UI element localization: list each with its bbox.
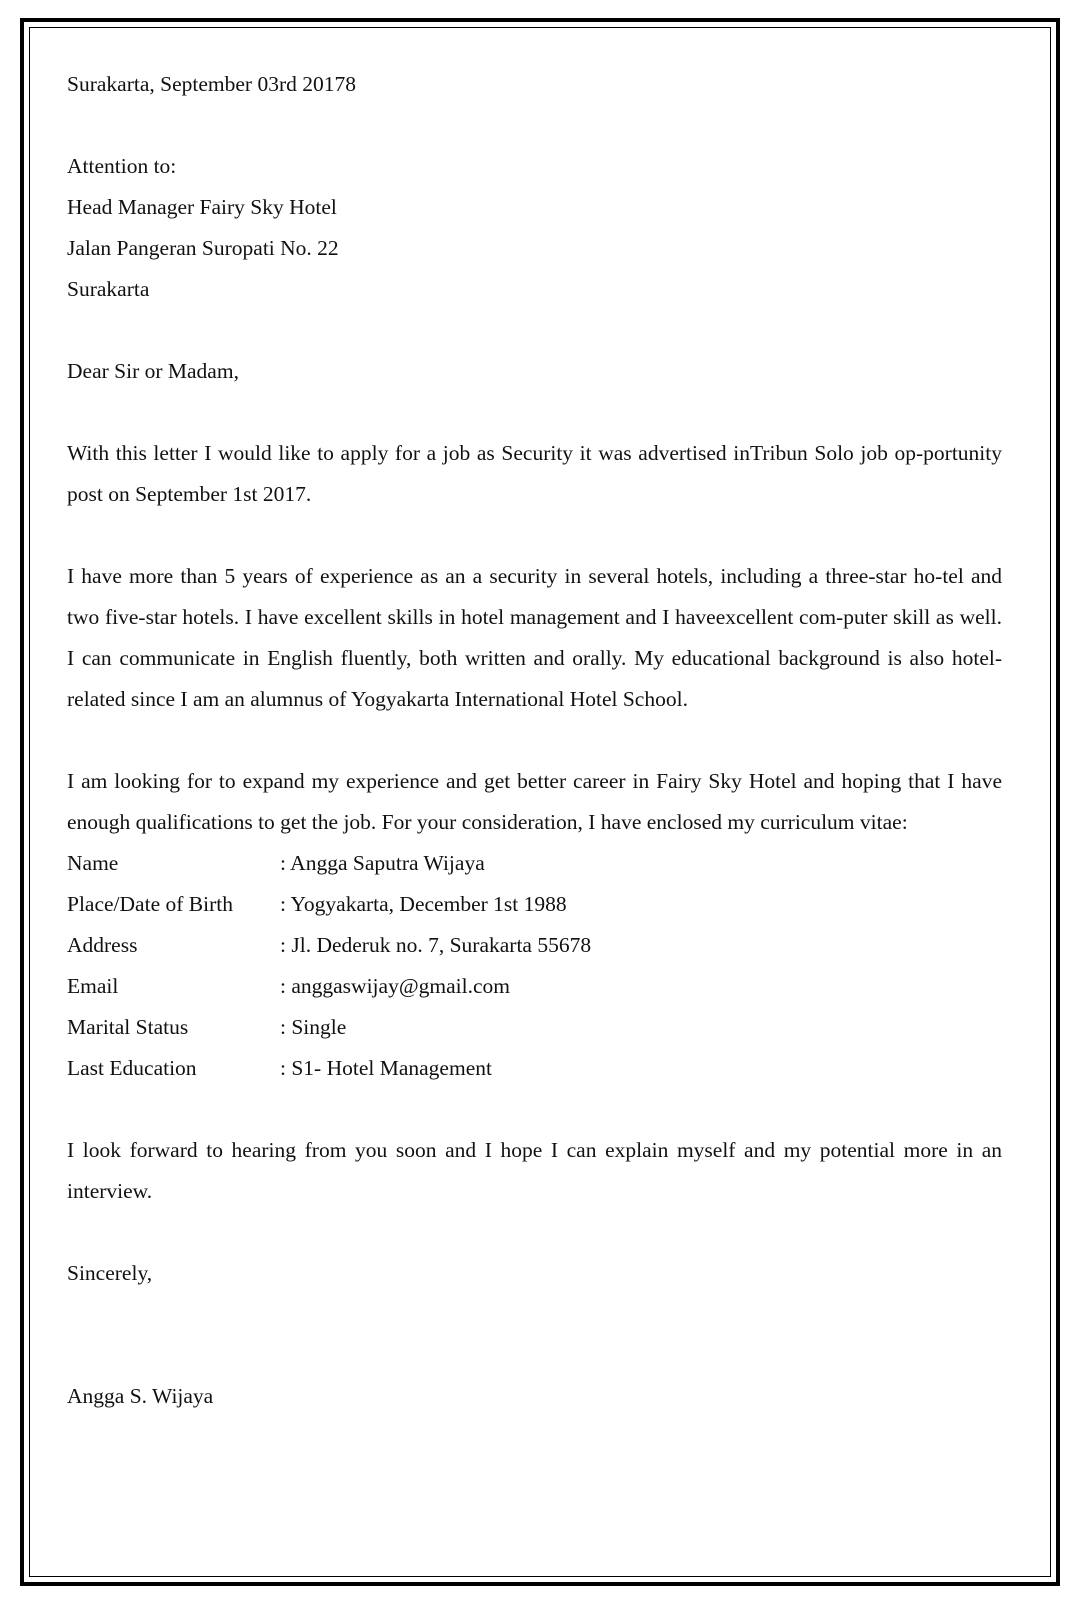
cv-label: Email — [67, 974, 119, 998]
cv-value: : anggaswijay@gmail.com — [280, 974, 510, 998]
cv-row-education — [67, 1048, 591, 1089]
cv-value: : S1- Hotel Management — [280, 1056, 492, 1080]
cv-row-address — [67, 925, 591, 966]
cv-value: : Angga Saputra Wijaya — [280, 851, 485, 875]
attention-line: Attention to: — [67, 154, 177, 178]
date-line: Surakarta, September 03rd 20178 — [67, 72, 356, 96]
cv-row-marital-status — [67, 1007, 591, 1048]
cv-value: : Jl. Dederuk no. 7, Surakarta 55678 — [280, 933, 592, 957]
recipient-title: Head Manager Fairy Sky Hotel — [67, 195, 337, 219]
recipient-city: Surakarta — [67, 277, 150, 301]
paragraph-closing: I look forward to hearing from you soon and I hope I can explain myself and my potential more in an interview. — [67, 1138, 1002, 1203]
cv-label: Address — [67, 933, 138, 957]
letter-body — [67, 64, 1002, 1417]
spacer — [67, 310, 1002, 351]
cv-label: Last Education — [67, 1056, 197, 1080]
cv-label: Marital Status — [67, 1015, 189, 1039]
cv-label: Place/Date of Birth — [67, 892, 233, 916]
salutation: Dear Sir or Madam, — [67, 359, 239, 383]
cv-value: : Single — [280, 1015, 347, 1039]
paragraph-application: With this letter I would like to apply for a job as Security it was advertised inTribun Solo job op-portunity post on September 1st 2017. — [67, 441, 1002, 506]
signature-space — [67, 1294, 1002, 1376]
spacer — [67, 1212, 1002, 1253]
recipient-street: Jalan Pangeran Suropati No. 22 — [67, 236, 339, 260]
spacer — [67, 1089, 1002, 1130]
spacer — [67, 515, 1002, 556]
paragraph-experience: I have more than 5 years of experience as an a security in several hotels, including a three-star ho-tel and two five-star hotels. I have excellent skills in hotel management and I haveexcellent com-puter skill as well. I can communicate in English fluently, both written and orally. My educational background is also hotel-related since I am an alumnus of Yogyakarta International Hotel School. — [67, 564, 1002, 711]
cv-value: : Yogyakarta, December 1st 1988 — [280, 892, 567, 916]
spacer — [67, 720, 1002, 761]
cv-row-name — [67, 843, 591, 884]
sign-off: Sincerely, — [67, 1261, 153, 1285]
signature-name: Angga S. Wijaya — [67, 1384, 214, 1408]
cv-label: Name — [67, 851, 119, 875]
spacer — [67, 392, 1002, 433]
cv-table — [67, 843, 591, 1089]
recipient-block — [67, 146, 1002, 310]
paragraph-motivation: I am looking for to expand my experience and get better career in Fairy Sky Hotel and hoping that I have enough qualifications to get the job. For your consideration, I have enclosed my curriculum vitae: — [67, 769, 1002, 834]
cv-row-email — [67, 966, 591, 1007]
spacer — [67, 105, 1002, 146]
cv-row-birth — [67, 884, 591, 925]
